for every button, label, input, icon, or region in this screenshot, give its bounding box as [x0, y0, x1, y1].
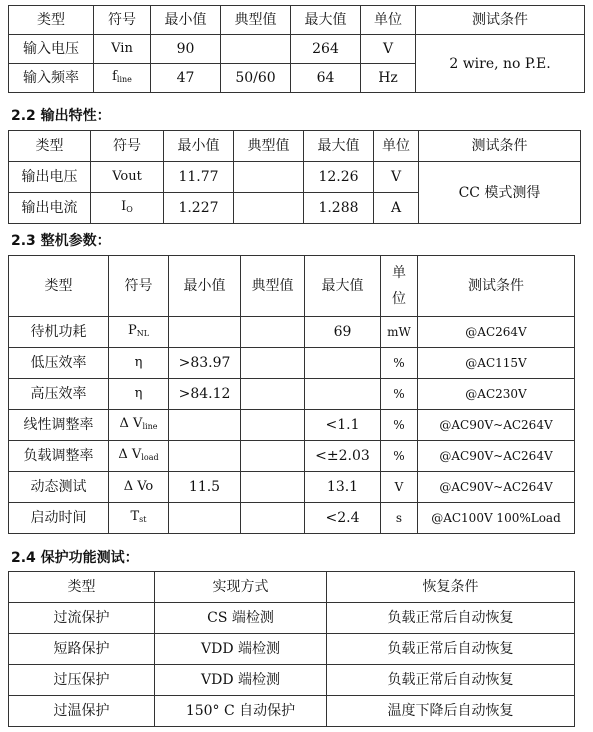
table-row [9, 634, 575, 665]
min-cell: 1.227 [164, 193, 234, 224]
condition-cell: @AC100V 100%Load [418, 503, 575, 534]
table-row [9, 162, 581, 193]
method-cell: 150° C 自动保护 [155, 696, 327, 727]
max-cell: <2.4 [305, 503, 381, 534]
unit-cell: A [374, 193, 419, 224]
header-cell: 类型 [9, 131, 91, 162]
unit-cell: V [374, 162, 419, 193]
unit-cell: % [381, 348, 418, 379]
min-cell [169, 441, 241, 472]
params-table [8, 255, 575, 534]
header-cell: 最大值 [291, 6, 361, 35]
section-heading-params: 2.3 整机参数： [11, 233, 111, 249]
type-cell: 启动时间 [9, 503, 109, 534]
typ-cell [241, 441, 305, 472]
unit-cell: Hz [361, 64, 416, 93]
symbol-main: Δ V [118, 446, 142, 462]
max-cell: <1.1 [305, 410, 381, 441]
table-row [9, 472, 575, 503]
condition-cell: @AC90V~AC264V [418, 441, 575, 472]
table-row [9, 696, 575, 727]
unit-cell: % [381, 410, 418, 441]
header-cell: 典型值 [234, 131, 304, 162]
min-cell: 11.77 [164, 162, 234, 193]
header-cell: 最大值 [304, 131, 374, 162]
unit-header-line-1: 单 [392, 265, 406, 281]
type-cell: 待机功耗 [9, 317, 109, 348]
symbol-cell: Vout [91, 162, 164, 193]
max-cell: 12.26 [304, 162, 374, 193]
symbol-cell: η [109, 348, 169, 379]
min-cell: >83.97 [169, 348, 241, 379]
table-header-row [9, 131, 581, 162]
header-cell: 典型值 [241, 256, 305, 317]
header-cell: 类型 [9, 256, 109, 317]
type-cell: 线性调整率 [9, 410, 109, 441]
symbol-cell [109, 503, 169, 534]
header-cell [381, 256, 418, 317]
symbol-subscript: load [141, 452, 159, 462]
method-cell: VDD 端检测 [155, 665, 327, 696]
recovery-cell: 负载正常后自动恢复 [327, 603, 575, 634]
type-cell: 动态测试 [9, 472, 109, 503]
table-row [9, 503, 575, 534]
header-cell: 最大值 [305, 256, 381, 317]
type-cell: 过流保护 [9, 603, 155, 634]
type-cell: 低压效率 [9, 348, 109, 379]
symbol-main: P [127, 322, 137, 338]
max-cell: <±2.03 [305, 441, 381, 472]
method-cell: VDD 端检测 [155, 634, 327, 665]
typ-cell [234, 162, 304, 193]
min-cell: 90 [151, 35, 221, 64]
section-heading-output: 2.2 输出特性： [11, 108, 111, 124]
output-spec-table [8, 130, 581, 224]
symbol-subscript: st [139, 514, 147, 524]
header-cell: 恢复条件 [327, 572, 575, 603]
min-cell [169, 317, 241, 348]
max-cell: 69 [305, 317, 381, 348]
symbol-subscript: line [116, 74, 132, 84]
symbol-cell: Vin [94, 35, 151, 64]
header-cell: 最小值 [151, 6, 221, 35]
header-cell: 最小值 [169, 256, 241, 317]
header-cell: 测试条件 [419, 131, 581, 162]
header-cell: 符号 [109, 256, 169, 317]
header-cell: 类型 [9, 572, 155, 603]
type-cell: 高压效率 [9, 379, 109, 410]
table-row [9, 35, 585, 64]
symbol-cell [91, 193, 164, 224]
condition-cell: @AC230V [418, 379, 575, 410]
typ-cell [241, 348, 305, 379]
max-cell: 64 [291, 64, 361, 93]
header-cell: 测试条件 [416, 6, 585, 35]
header-cell: 典型值 [221, 6, 291, 35]
type-cell: 过温保护 [9, 696, 155, 727]
table-header-row [9, 572, 575, 603]
unit-cell: mW [381, 317, 418, 348]
symbol-subscript: O [126, 204, 133, 214]
symbol-cell [109, 410, 169, 441]
condition-cell: @AC90V~AC264V [418, 410, 575, 441]
min-cell [169, 410, 241, 441]
table-row [9, 317, 575, 348]
min-cell [169, 503, 241, 534]
typ-cell [241, 472, 305, 503]
symbol-subscript: NL [136, 328, 150, 338]
condition-cell: @AC115V [418, 348, 575, 379]
type-cell: 负载调整率 [9, 441, 109, 472]
max-cell: 1.288 [304, 193, 374, 224]
symbol-cell [109, 441, 169, 472]
header-cell: 测试条件 [418, 256, 575, 317]
header-cell: 单位 [361, 6, 416, 35]
symbol-main: T [130, 508, 140, 524]
symbol-main: Δ V [119, 415, 143, 431]
symbol-main: f [112, 68, 117, 84]
typ-cell [241, 503, 305, 534]
condition-cell: 2 wire, no P.E. [416, 35, 585, 93]
min-cell: 11.5 [169, 472, 241, 503]
table-row [9, 665, 575, 696]
condition-cell: @AC90V~AC264V [418, 472, 575, 503]
table-row [9, 379, 575, 410]
condition-cell: @AC264V [418, 317, 575, 348]
table-row [9, 603, 575, 634]
header-cell: 单位 [374, 131, 419, 162]
max-cell [305, 379, 381, 410]
min-cell: 47 [151, 64, 221, 93]
protection-table [8, 571, 575, 727]
min-cell: >84.12 [169, 379, 241, 410]
unit-cell: V [361, 35, 416, 64]
unit-cell: % [381, 379, 418, 410]
symbol-main: I [121, 198, 127, 214]
method-cell: CS 端检测 [155, 603, 327, 634]
table-row [9, 410, 575, 441]
typ-cell [241, 410, 305, 441]
type-cell: 短路保护 [9, 634, 155, 665]
unit-cell: s [381, 503, 418, 534]
unit-cell: % [381, 441, 418, 472]
table-row [9, 348, 575, 379]
condition-cell: CC 模式测得 [419, 162, 581, 224]
symbol-cell: Δ Vo [109, 472, 169, 503]
header-cell: 类型 [9, 6, 94, 35]
input-spec-table [8, 5, 585, 93]
max-cell: 264 [291, 35, 361, 64]
typ-cell [221, 35, 291, 64]
symbol-cell [94, 64, 151, 93]
typ-cell [241, 379, 305, 410]
typ-cell [234, 193, 304, 224]
typ-cell [241, 317, 305, 348]
type-cell: 输出电压 [9, 162, 91, 193]
table-row [9, 441, 575, 472]
table-header-row [9, 256, 575, 317]
symbol-cell [109, 317, 169, 348]
type-cell: 过压保护 [9, 665, 155, 696]
recovery-cell: 负载正常后自动恢复 [327, 665, 575, 696]
recovery-cell: 负载正常后自动恢复 [327, 634, 575, 665]
header-cell: 符号 [94, 6, 151, 35]
header-cell: 符号 [91, 131, 164, 162]
type-cell: 输入频率 [9, 64, 94, 93]
table-header-row [9, 6, 585, 35]
type-cell: 输出电流 [9, 193, 91, 224]
unit-header-line-2: 位 [392, 291, 406, 307]
symbol-subscript: line [142, 421, 158, 431]
header-cell: 最小值 [164, 131, 234, 162]
type-cell: 输入电压 [9, 35, 94, 64]
header-cell: 实现方式 [155, 572, 327, 603]
typ-cell: 50/60 [221, 64, 291, 93]
max-cell: 13.1 [305, 472, 381, 503]
section-heading-protection: 2.4 保护功能测试： [11, 550, 139, 566]
max-cell [305, 348, 381, 379]
unit-cell: V [381, 472, 418, 503]
recovery-cell: 温度下降后自动恢复 [327, 696, 575, 727]
symbol-cell: η [109, 379, 169, 410]
